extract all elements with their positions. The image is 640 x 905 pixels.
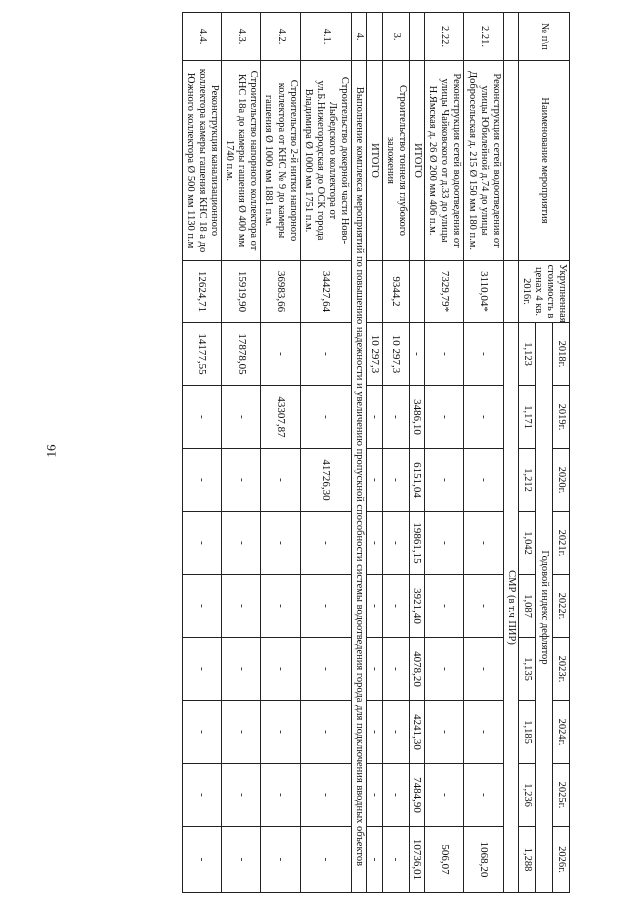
row-value: - — [261, 827, 300, 893]
row-number: 2.22. — [425, 13, 464, 61]
row-cost: 12624,71 — [183, 261, 222, 323]
deflator-value: 1,185 — [518, 701, 535, 764]
deflator-value: 1,288 — [518, 827, 535, 893]
row-value: - — [222, 764, 261, 827]
row-value: - — [382, 575, 409, 638]
row-number — [409, 13, 425, 61]
row-value: - — [425, 449, 464, 512]
row-value: - — [366, 512, 382, 575]
table-row — [366, 13, 382, 893]
deflator-value: 1,087 — [518, 575, 535, 638]
row-value: - — [222, 575, 261, 638]
empty-cell — [503, 13, 518, 61]
row-value: - — [183, 449, 222, 512]
row-value: - — [183, 386, 222, 449]
empty-cell — [503, 61, 518, 261]
table-row — [425, 13, 464, 893]
investment-table — [182, 12, 570, 893]
row-value: - — [382, 701, 409, 764]
row-number: 4.3. — [222, 13, 261, 61]
row-value: - — [366, 764, 382, 827]
row-value: - — [366, 638, 382, 701]
row-value: - — [464, 449, 503, 512]
row-cost — [366, 261, 382, 323]
smr-row — [503, 13, 518, 893]
row-value: - — [382, 827, 409, 893]
row-value: - — [425, 386, 464, 449]
header-year: 2018г. — [552, 323, 569, 386]
header-year: 2022г. — [552, 575, 569, 638]
row-name: Строительство напорного коллектора от КНС 18а до камеры гашения Ø 400 мм 1740 п.м. — [222, 61, 261, 261]
row-value: - — [183, 764, 222, 827]
row-value: - — [366, 386, 382, 449]
row-value: 3921,40 — [409, 575, 425, 638]
deflator-value: 1,236 — [518, 764, 535, 827]
row-value: - — [222, 827, 261, 893]
row-number: 4.4. — [183, 13, 222, 61]
row-cost: 7329,79* — [425, 261, 464, 323]
row-value: - — [425, 764, 464, 827]
row-value: - — [300, 323, 351, 386]
row-value: 17878,05 — [222, 323, 261, 386]
row-value: 3486,10 — [409, 386, 425, 449]
row-value: - — [222, 638, 261, 701]
empty-cell — [503, 261, 518, 323]
header-cost: Укрупненная стоимость в ценах 4 кв. 2016г. — [518, 261, 569, 323]
header-year: 2026г. — [552, 827, 569, 893]
header-year: 2025г. — [552, 764, 569, 827]
row-cost: 34427,64 — [300, 261, 351, 323]
table-row — [261, 13, 300, 893]
row-cost — [409, 261, 425, 323]
row-value: - — [382, 764, 409, 827]
row-value: - — [222, 701, 261, 764]
row-value: - — [366, 575, 382, 638]
row-number — [366, 13, 382, 61]
row-value: - — [464, 386, 503, 449]
table-row — [464, 13, 503, 893]
row-value: - — [464, 323, 503, 386]
row-value: - — [366, 827, 382, 893]
row-value: - — [261, 764, 300, 827]
row-name: Строительство 2-й нитки напорного коллектора от КНС № 9 до камеры гашения Ø 1000 мм 1881 п.м. — [261, 61, 300, 261]
row-value: - — [300, 827, 351, 893]
section-text: Выполнение комплекса мероприятий по повышению надежности и увеличению пропускной способности системы водоотведения города для подключения вводных объектов — [351, 61, 366, 893]
row-cost: 3110,04* — [464, 261, 503, 323]
row-value: - — [409, 323, 425, 386]
row-value: - — [183, 512, 222, 575]
row-value: - — [382, 638, 409, 701]
row-value: 10 297,3 — [382, 323, 409, 386]
row-value: - — [425, 575, 464, 638]
row-value: - — [425, 638, 464, 701]
section-number: 4. — [351, 13, 366, 61]
row-value: - — [261, 323, 300, 386]
row-value: - — [366, 701, 382, 764]
row-value: 1068,20 — [464, 827, 503, 893]
row-number: 4.2. — [261, 13, 300, 61]
header-year: 2023г. — [552, 638, 569, 701]
smr-label: СМР (в т.ч ПИР) — [503, 323, 518, 893]
row-value: 7484,90 — [409, 764, 425, 827]
deflator-value: 1,171 — [518, 386, 535, 449]
header-year: 2024г. — [552, 701, 569, 764]
row-value: - — [222, 512, 261, 575]
table-row — [300, 13, 351, 893]
row-value: - — [261, 512, 300, 575]
row-name: Строительство докерной части Ново-Лыбедского коллектора от ул.Б.Нижегородская до ОСК города Владимира Ø 1000 мм 1751 п.м. — [300, 61, 351, 261]
deflator-value: 1,212 — [518, 449, 535, 512]
row-number: 4.1. — [300, 13, 351, 61]
row-value: - — [261, 701, 300, 764]
row-value: - — [222, 449, 261, 512]
row-value: - — [300, 512, 351, 575]
header-year: 2020г. — [552, 449, 569, 512]
row-number: 2.21. — [464, 13, 503, 61]
row-name: ИТОГО — [409, 61, 425, 261]
row-value: - — [300, 638, 351, 701]
row-value: - — [425, 323, 464, 386]
row-value: - — [300, 575, 351, 638]
deflator-value: 1,042 — [518, 512, 535, 575]
row-cost: 15919,90 — [222, 261, 261, 323]
row-value: - — [300, 386, 351, 449]
table-row — [222, 13, 261, 893]
section-row — [351, 13, 366, 893]
row-number: 3. — [382, 13, 409, 61]
deflator-label: Годовой индекс дефлятор — [535, 323, 552, 893]
row-value: 506,07 — [425, 827, 464, 893]
row-value: - — [464, 764, 503, 827]
table-row — [382, 13, 409, 893]
deflator-value: 1,135 — [518, 638, 535, 701]
row-value: - — [261, 449, 300, 512]
row-value: 4241,30 — [409, 701, 425, 764]
row-value: - — [366, 449, 382, 512]
row-value: 19861,15 — [409, 512, 425, 575]
row-value: - — [382, 512, 409, 575]
row-value: - — [261, 575, 300, 638]
header-no: № п\п — [518, 13, 569, 61]
row-value: - — [464, 575, 503, 638]
row-value: 10736,01 — [409, 827, 425, 893]
header-row — [552, 13, 569, 893]
table-row — [409, 13, 425, 893]
row-value: - — [464, 638, 503, 701]
row-cost: 9344,2 — [382, 261, 409, 323]
row-value: - — [425, 701, 464, 764]
table-row — [183, 13, 222, 893]
rotated-table-wrapper — [105, 12, 570, 892]
row-value: - — [183, 575, 222, 638]
page-number: 16 — [43, 444, 59, 458]
header-year: 2019г. — [552, 386, 569, 449]
row-value: 6151,04 — [409, 449, 425, 512]
row-value: 41726,30 — [300, 449, 351, 512]
row-value: - — [425, 512, 464, 575]
row-value: 4078,20 — [409, 638, 425, 701]
row-value: - — [183, 638, 222, 701]
row-value: - — [382, 386, 409, 449]
row-value: - — [183, 827, 222, 893]
row-value: 43307,87 — [261, 386, 300, 449]
row-value: - — [183, 701, 222, 764]
row-value: - — [222, 386, 261, 449]
row-cost: 36983,66 — [261, 261, 300, 323]
row-name: ИТОГО — [366, 61, 382, 261]
row-name: Реконструкция канализационного коллектора камеры гашения КНС 18 а до Южного коллектора Ø 500 мм 1130 п.м — [183, 61, 222, 261]
row-value: - — [382, 449, 409, 512]
row-value: - — [300, 764, 351, 827]
row-value: 10 297,3 — [366, 323, 382, 386]
header-year: 2021г. — [552, 512, 569, 575]
header-name: Наименование мероприятия — [518, 61, 569, 261]
row-name: Реконструкция сетей водоотведения от улицы Юбилейной д.74 до улицы Добросельская д. 215 Ø 150 мм 180 п.м. — [464, 61, 503, 261]
row-name: Строительство тоннеля глубокого заложения — [382, 61, 409, 261]
row-value: - — [261, 638, 300, 701]
row-name: Реконструкция сетей водоотведения от улицы Чайковского от д.33 до улицы Н.Ямская д. 26 Ø 200 мм 406 п.м. — [425, 61, 464, 261]
row-value: 14177,55 — [183, 323, 222, 386]
row-value: - — [300, 701, 351, 764]
row-value: - — [464, 512, 503, 575]
deflator-value: 1,123 — [518, 323, 535, 386]
row-value: - — [464, 701, 503, 764]
